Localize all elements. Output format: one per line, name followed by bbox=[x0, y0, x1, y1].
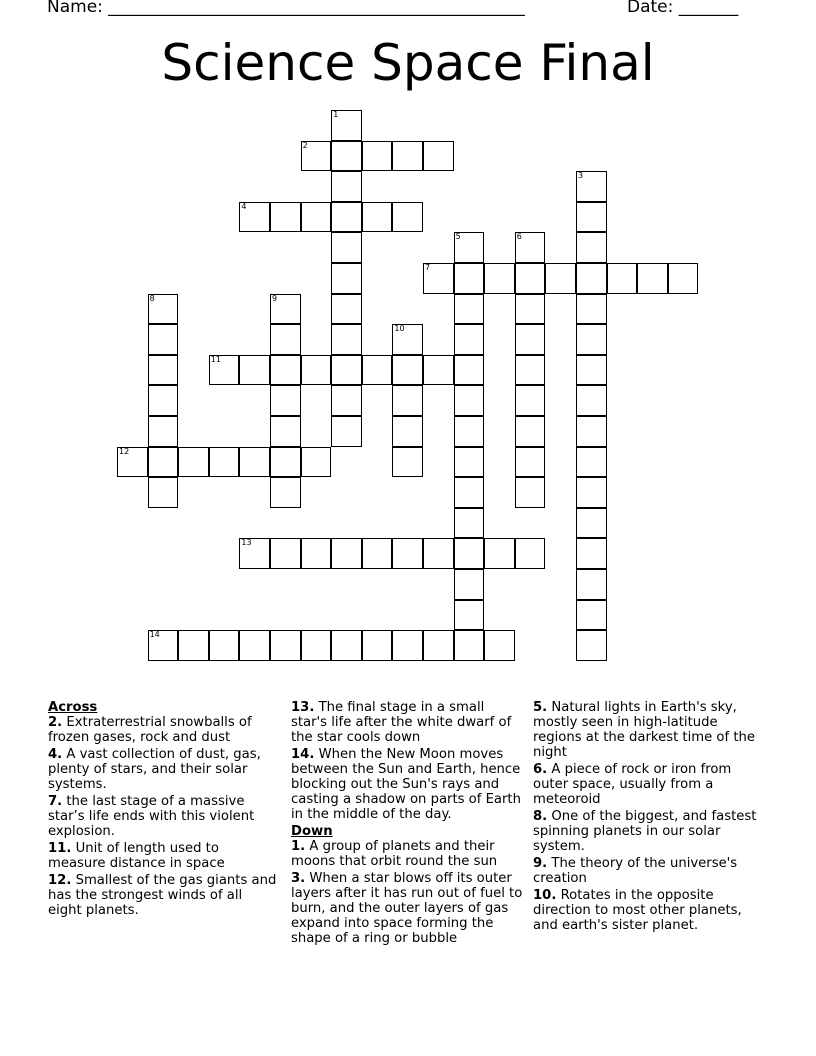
grid-cell[interactable] bbox=[270, 416, 301, 447]
grid-cell[interactable] bbox=[392, 447, 423, 478]
grid-cell[interactable] bbox=[148, 385, 179, 416]
grid-cell[interactable] bbox=[148, 477, 179, 508]
grid-cell[interactable] bbox=[270, 324, 301, 355]
grid-cell[interactable] bbox=[423, 141, 454, 172]
grid-cell[interactable] bbox=[576, 477, 607, 508]
grid-cell[interactable] bbox=[331, 202, 362, 233]
clues-column-1 bbox=[48, 700, 280, 920]
grid-cell[interactable] bbox=[454, 294, 485, 325]
grid-cell[interactable] bbox=[270, 538, 301, 569]
grid-cell[interactable] bbox=[454, 600, 485, 631]
grid-cell[interactable] bbox=[239, 538, 270, 569]
grid-cell[interactable] bbox=[270, 355, 301, 386]
grid-cell[interactable] bbox=[515, 477, 546, 508]
grid-cell[interactable] bbox=[515, 294, 546, 325]
grid-cell[interactable] bbox=[392, 416, 423, 447]
clue-down-9: 9. The theory of the universe's creation bbox=[533, 856, 738, 886]
clues-column-2 bbox=[291, 700, 523, 948]
clue-across-12: 12. Smallest of the gas giants and has the strongest winds of all eight planets. bbox=[48, 873, 277, 918]
cell-number: 1 bbox=[333, 110, 339, 119]
grid-cell[interactable] bbox=[576, 232, 607, 263]
grid-cell[interactable] bbox=[301, 141, 332, 172]
grid-cell[interactable] bbox=[392, 630, 423, 661]
cell-number: 10 bbox=[394, 324, 405, 334]
grid-cell[interactable] bbox=[545, 263, 576, 294]
grid-cell[interactable] bbox=[362, 202, 393, 233]
grid-cell[interactable] bbox=[576, 569, 607, 600]
cell-number: 4 bbox=[241, 201, 247, 211]
cell-number: 6 bbox=[516, 232, 522, 242]
grid-cell[interactable] bbox=[270, 477, 301, 508]
grid-cell[interactable] bbox=[576, 447, 607, 478]
grid-cell[interactable] bbox=[454, 569, 485, 600]
clue-across-14: 14. When the New Moon moves between the Sun and Earth, hence blocking out the Sun's rays and casting a shadow on parts of Earth in the middle of the day. bbox=[291, 747, 521, 822]
grid-cell[interactable] bbox=[576, 416, 607, 447]
clue-across-7: 7. the last stage of a massive star’s life ends with this violent explosion. bbox=[48, 794, 255, 839]
grid-cell[interactable] bbox=[301, 202, 332, 233]
grid-cell[interactable] bbox=[576, 538, 607, 569]
grid-cell[interactable] bbox=[576, 171, 607, 202]
grid-cell[interactable] bbox=[301, 538, 332, 569]
grid-cell[interactable] bbox=[331, 171, 362, 202]
grid-cell[interactable] bbox=[270, 202, 301, 233]
grid-cell[interactable] bbox=[454, 355, 485, 386]
down-heading: Down bbox=[291, 824, 333, 839]
grid-cell[interactable] bbox=[239, 202, 270, 233]
grid-cell[interactable] bbox=[331, 324, 362, 355]
grid-cell[interactable] bbox=[301, 447, 332, 478]
grid-cell[interactable] bbox=[331, 416, 362, 447]
grid-cell[interactable] bbox=[454, 508, 485, 539]
grid-cell[interactable] bbox=[331, 294, 362, 325]
date-field-line: Date: _______ bbox=[627, 0, 739, 17]
grid-cell[interactable] bbox=[362, 141, 393, 172]
clue-across-13: 13. The final stage in a small star's life after the white dwarf of the star cools down bbox=[291, 700, 512, 745]
clue-across-2: 2. Extraterrestrial snowballs of frozen gases, rock and dust bbox=[48, 715, 252, 745]
cell-number: 9 bbox=[272, 293, 278, 303]
grid-cell[interactable] bbox=[331, 232, 362, 263]
grid-cell[interactable] bbox=[454, 263, 485, 294]
cell-number: 5 bbox=[455, 232, 461, 242]
grid-cell[interactable] bbox=[454, 416, 485, 447]
grid-cell[interactable] bbox=[148, 355, 179, 386]
grid-cell[interactable] bbox=[178, 447, 209, 478]
grid-cell[interactable] bbox=[668, 263, 699, 294]
grid-cell[interactable] bbox=[515, 385, 546, 416]
grid-cell[interactable] bbox=[270, 447, 301, 478]
cell-number: 8 bbox=[149, 293, 155, 303]
grid-cell[interactable] bbox=[301, 630, 332, 661]
grid-cell[interactable] bbox=[576, 263, 607, 294]
grid-cell[interactable] bbox=[362, 355, 393, 386]
grid-cell[interactable] bbox=[331, 538, 362, 569]
grid-cell[interactable] bbox=[148, 324, 179, 355]
grid-cell[interactable] bbox=[117, 447, 148, 478]
grid-cell[interactable] bbox=[362, 630, 393, 661]
grid-cell[interactable] bbox=[239, 355, 270, 386]
grid-cell[interactable] bbox=[576, 385, 607, 416]
grid-cell[interactable] bbox=[423, 263, 454, 294]
grid-cell[interactable] bbox=[515, 416, 546, 447]
grid-cell[interactable] bbox=[148, 416, 179, 447]
grid-cell[interactable] bbox=[362, 538, 393, 569]
grid-cell[interactable] bbox=[454, 385, 485, 416]
grid-cell[interactable] bbox=[209, 447, 240, 478]
grid-cell[interactable] bbox=[454, 447, 485, 478]
grid-cell[interactable] bbox=[423, 538, 454, 569]
grid-cell[interactable] bbox=[209, 630, 240, 661]
across-heading: Across bbox=[48, 700, 98, 715]
grid-cell[interactable] bbox=[423, 630, 454, 661]
clue-down-8: 8. One of the biggest, and fastest spinning planets in our solar system. bbox=[533, 809, 757, 854]
clue-down-6: 6. A piece of rock or iron from outer space, usually from a meteoroid bbox=[533, 762, 732, 807]
clue-down-1: 1. A group of planets and their moons that orbit round the sun bbox=[291, 839, 498, 869]
grid-cell[interactable] bbox=[423, 355, 454, 386]
clue-down-10: 10. Rotates in the opposite direction to most other planets, and earth's sister planet. bbox=[533, 888, 742, 933]
grid-cell[interactable] bbox=[178, 630, 209, 661]
grid-cell[interactable] bbox=[576, 324, 607, 355]
grid-cell[interactable] bbox=[484, 630, 515, 661]
clue-down-3: 3. When a star blows off its outer layers after it has run out of fuel to burn, and the outer layers of gas expand into space forming the shape of a ring or bubble bbox=[291, 871, 523, 946]
grid-cell[interactable] bbox=[607, 263, 638, 294]
grid-cell[interactable] bbox=[454, 630, 485, 661]
grid-cell[interactable] bbox=[454, 324, 485, 355]
clue-across-4: 4. A vast collection of dust, gas, plenty of stars, and their solar systems. bbox=[48, 747, 261, 792]
grid-cell[interactable] bbox=[515, 324, 546, 355]
grid-cell[interactable] bbox=[576, 508, 607, 539]
grid-cell[interactable] bbox=[270, 385, 301, 416]
grid-cell[interactable] bbox=[392, 538, 423, 569]
grid-cell[interactable] bbox=[301, 355, 332, 386]
grid-cell[interactable] bbox=[148, 630, 179, 661]
grid-cell[interactable] bbox=[454, 232, 485, 263]
grid-cell[interactable] bbox=[576, 600, 607, 631]
grid-cell[interactable] bbox=[148, 294, 179, 325]
grid-cell[interactable] bbox=[148, 447, 179, 478]
grid-cell[interactable] bbox=[392, 141, 423, 172]
cell-number: 13 bbox=[241, 538, 252, 548]
grid-cell[interactable] bbox=[515, 447, 546, 478]
cell-number: 11 bbox=[210, 354, 221, 364]
page-title: Science Space Final bbox=[161, 34, 655, 92]
grid-cell[interactable] bbox=[576, 294, 607, 325]
grid-cell[interactable] bbox=[331, 263, 362, 294]
grid-cell[interactable] bbox=[392, 385, 423, 416]
grid-cell[interactable] bbox=[515, 355, 546, 386]
cell-number: 2 bbox=[302, 140, 308, 150]
grid-cell[interactable] bbox=[331, 110, 362, 141]
grid-cell[interactable] bbox=[637, 263, 668, 294]
clue-across-11: 11. Unit of length used to measure distance in space bbox=[48, 841, 225, 871]
grid-cell[interactable] bbox=[392, 324, 423, 355]
grid-cell[interactable] bbox=[331, 385, 362, 416]
grid-cell[interactable] bbox=[331, 355, 362, 386]
grid-cell[interactable] bbox=[515, 232, 546, 263]
cell-number: 14 bbox=[149, 630, 160, 640]
grid-cell[interactable] bbox=[454, 477, 485, 508]
grid-cell[interactable] bbox=[454, 538, 485, 569]
grid-cell[interactable] bbox=[515, 538, 546, 569]
clues-column-3 bbox=[533, 700, 765, 935]
grid-cell[interactable] bbox=[331, 141, 362, 172]
grid-cell[interactable] bbox=[576, 202, 607, 233]
grid-cell[interactable] bbox=[515, 263, 546, 294]
grid-cell[interactable] bbox=[392, 355, 423, 386]
grid-cell[interactable] bbox=[484, 263, 515, 294]
grid-cell[interactable] bbox=[576, 355, 607, 386]
cell-number: 12 bbox=[119, 446, 130, 456]
grid-cell[interactable] bbox=[209, 355, 240, 386]
cell-number: 3 bbox=[578, 171, 584, 181]
grid-cell[interactable] bbox=[331, 630, 362, 661]
grid-cell[interactable] bbox=[484, 538, 515, 569]
grid-cell[interactable] bbox=[576, 630, 607, 661]
grid-cell[interactable] bbox=[239, 630, 270, 661]
name-field-line: Name: _________________________________________________ bbox=[47, 0, 525, 17]
cell-number: 7 bbox=[425, 263, 431, 272]
clue-down-5: 5. Natural lights in Earth's sky, mostly seen in high-latitude regions at the darkest time of the night bbox=[533, 700, 755, 760]
grid-cell[interactable] bbox=[270, 630, 301, 661]
grid-cell[interactable] bbox=[392, 202, 423, 233]
grid-cell[interactable] bbox=[270, 294, 301, 325]
grid-cell[interactable] bbox=[239, 447, 270, 478]
